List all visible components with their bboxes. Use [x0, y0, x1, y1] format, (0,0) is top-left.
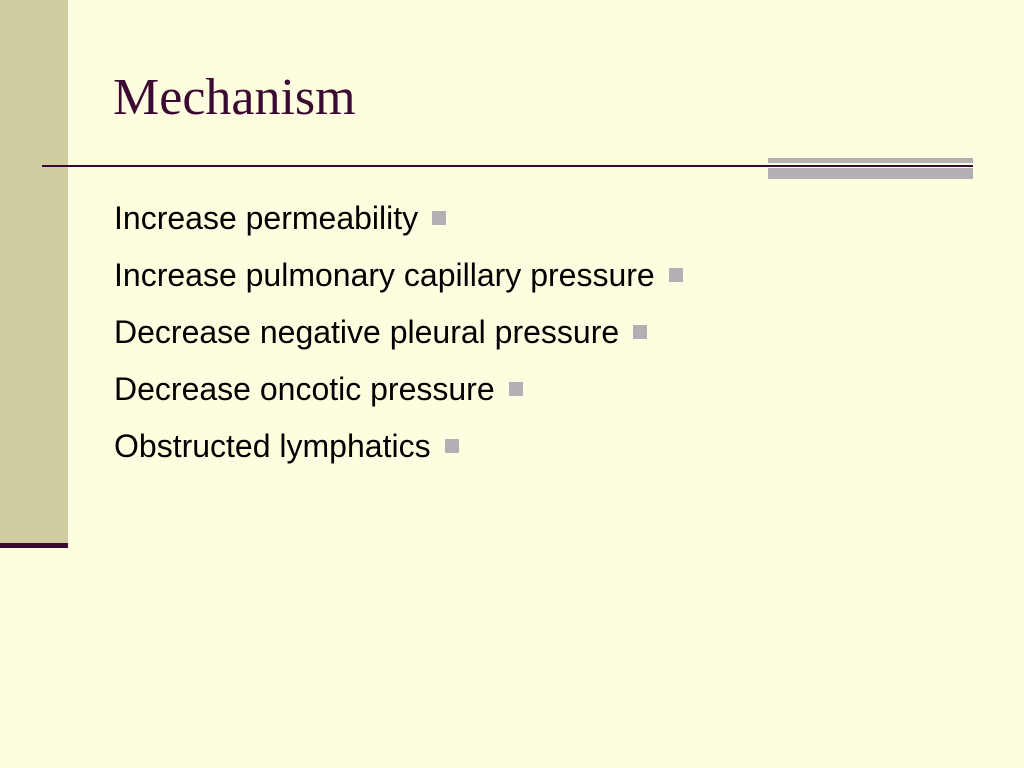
bullet-item — [114, 418, 683, 475]
slide-title: Mechanism — [113, 69, 356, 126]
left-sidebar-band — [0, 0, 68, 543]
bullet-text: Decrease negative pleural pressure — [114, 314, 620, 350]
square-bullet-icon — [509, 382, 523, 396]
square-bullet-icon — [432, 211, 446, 225]
title-divider-accent — [768, 158, 973, 179]
bullet-item — [114, 247, 683, 304]
bullet-text: Obstructed lymphatics — [114, 428, 431, 464]
bullet-item — [114, 361, 683, 418]
bullet-list — [114, 190, 683, 475]
square-bullet-icon — [669, 268, 683, 282]
square-bullet-icon — [633, 325, 647, 339]
square-bullet-icon — [445, 439, 459, 453]
bullet-text: Decrease oncotic pressure — [114, 371, 495, 407]
bullet-item — [114, 304, 683, 361]
bullet-item — [114, 190, 683, 247]
divider-stripe-bottom — [768, 168, 973, 179]
bullet-text: Increase pulmonary capillary pressure — [114, 257, 655, 293]
divider-stripe-top — [768, 158, 973, 163]
bullet-text: Increase permeability — [114, 200, 419, 236]
left-sidebar-accent — [0, 543, 68, 548]
